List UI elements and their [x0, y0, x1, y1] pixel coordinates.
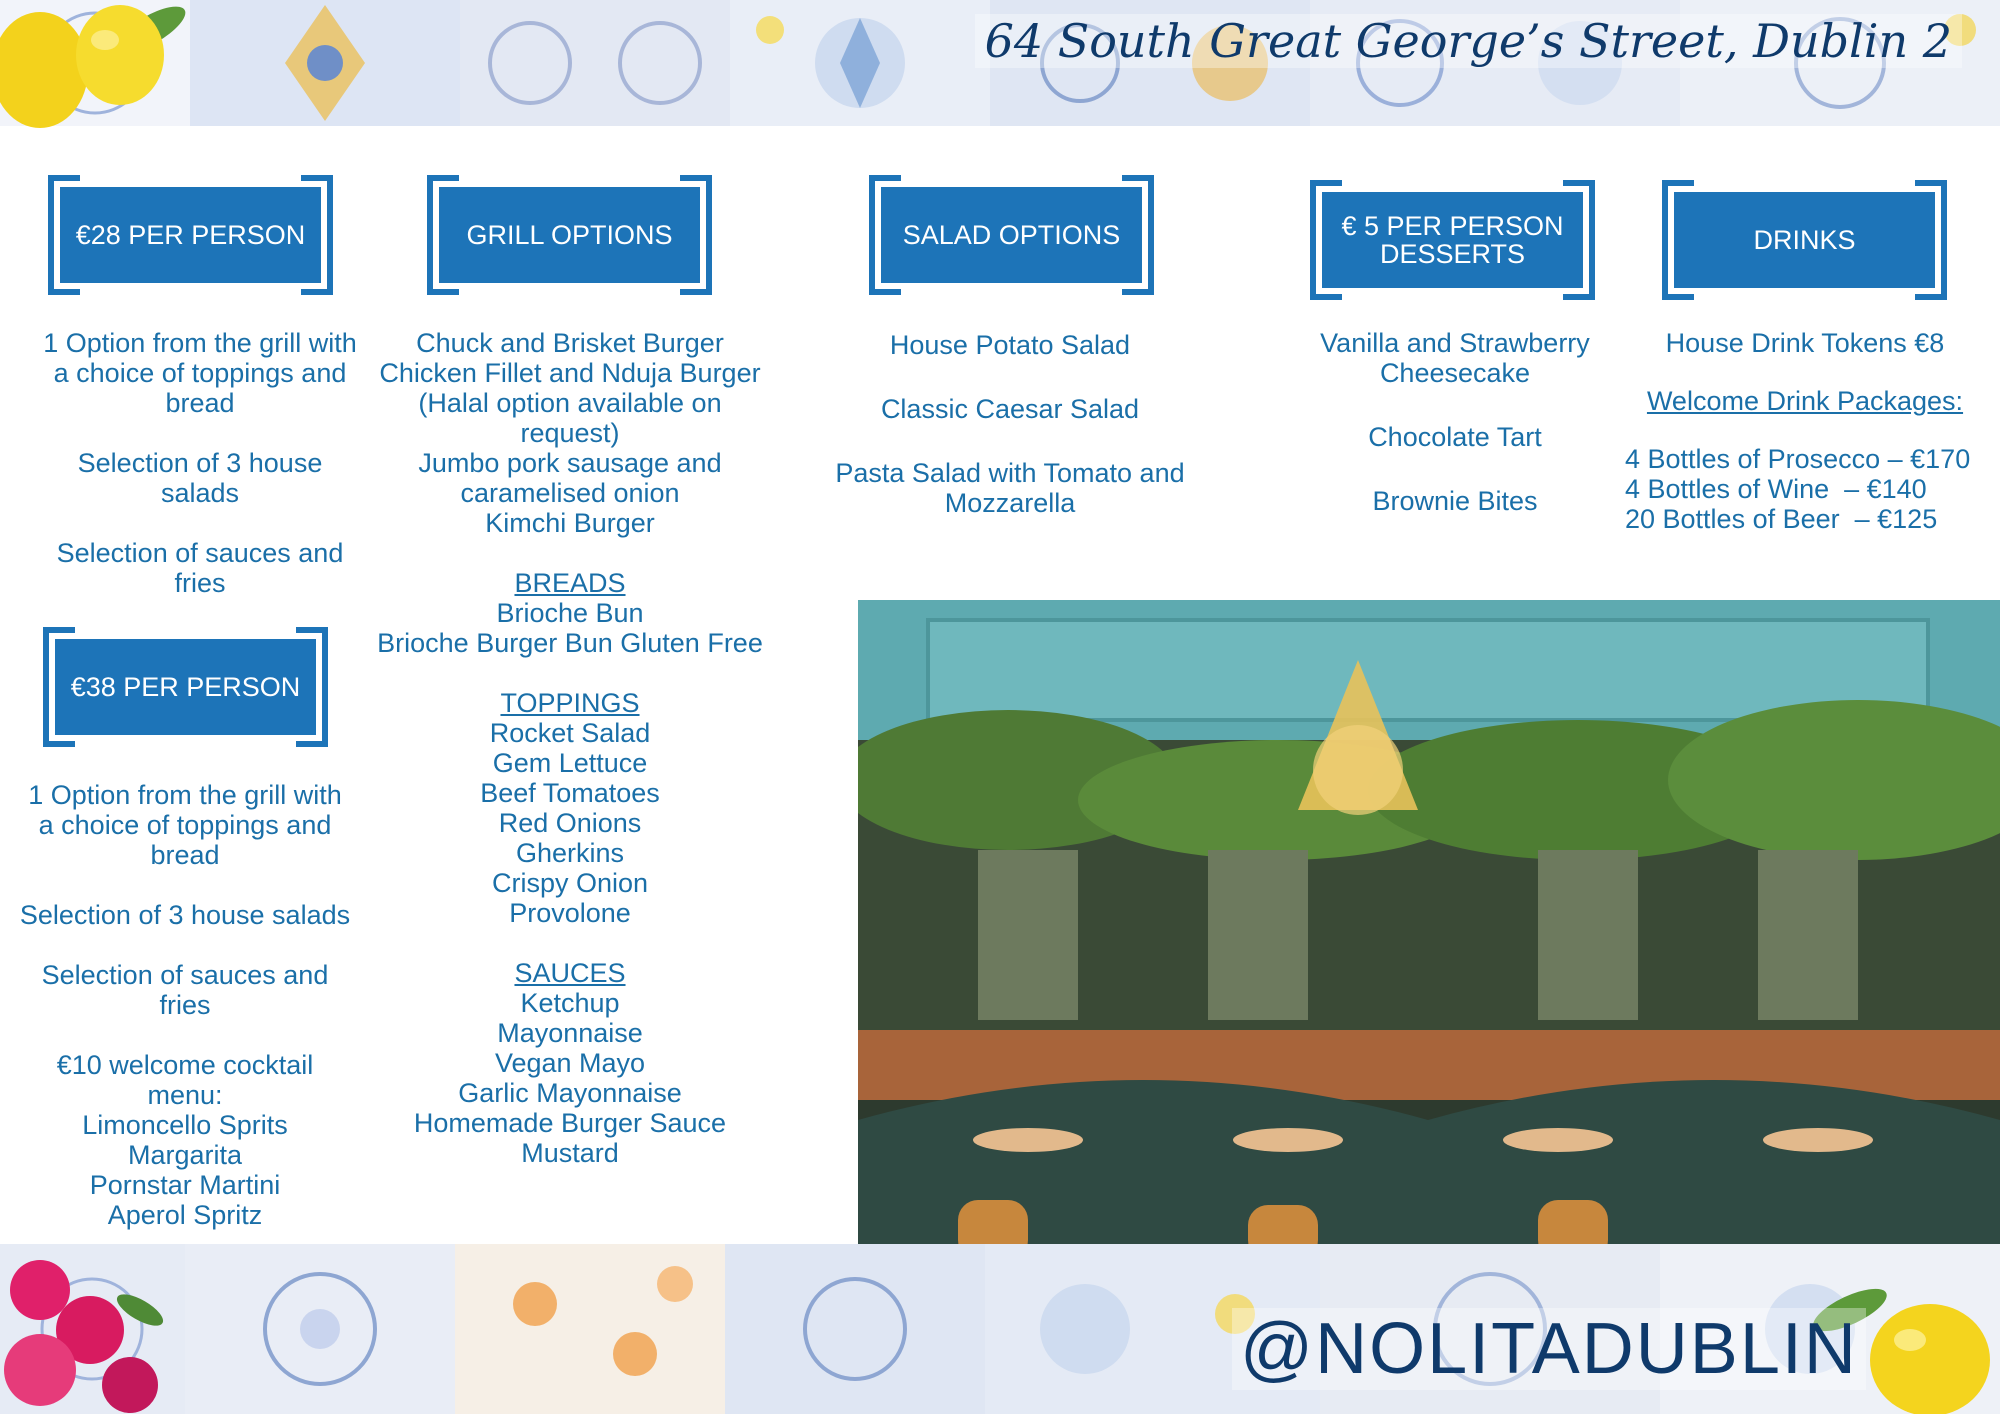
- drinks-heading: DRINKS: [1674, 192, 1935, 288]
- toppings-heading: TOPPINGS: [500, 688, 640, 718]
- restaurant-address: 64 South Great George’s Street, Dublin 2: [975, 14, 1962, 68]
- menu-line: Garlic Mayonnaise: [458, 1078, 682, 1108]
- drinks-list: [1625, 328, 1985, 534]
- menu-line: Margarita: [127, 1140, 243, 1170]
- menu-line: salads: [160, 478, 240, 508]
- menu-line: 1 Option from the grill with: [28, 780, 342, 810]
- menu-line: 4 Bottles of Wine – €140: [1625, 474, 1927, 504]
- menu-line: €10 welcome cocktail: [56, 1050, 314, 1080]
- menu-line: Rocket Salad: [489, 718, 651, 748]
- menu-line: Selection of sauces and: [56, 538, 344, 568]
- menu-line: Vegan Mayo: [494, 1048, 646, 1078]
- menu-line: Aperol Spritz: [107, 1200, 263, 1230]
- menu-line: Brownie Bites: [1372, 486, 1538, 516]
- menu-line: caramelised onion: [460, 478, 680, 508]
- per-28-heading-box: [48, 175, 333, 295]
- salad-options-heading-box: [869, 175, 1154, 295]
- menu-line: Beef Tomatoes: [480, 778, 660, 808]
- menu-line: request): [520, 418, 620, 448]
- desserts-list: [1290, 328, 1620, 516]
- menu-line: a choice of toppings and: [53, 358, 347, 388]
- menu-line: 20 Bottles of Beer – €125: [1625, 504, 1938, 534]
- menu-line: Gherkins: [515, 838, 625, 868]
- menu-line: Brioche Burger Bun Gluten Free: [377, 628, 763, 658]
- menu-line: House Drink Tokens €8: [1665, 328, 1945, 358]
- menu-line: Selection of 3 house salads: [19, 900, 351, 930]
- menu-line: Chicken Fillet and Nduja Burger: [379, 358, 761, 388]
- menu-line: Mozzarella: [944, 488, 1076, 518]
- menu-line: Selection of 3 house: [77, 448, 323, 478]
- menu-line: Pasta Salad with Tomato and: [835, 458, 1185, 488]
- sauces-heading: SAUCES: [514, 958, 626, 988]
- menu-line: Homemade Burger Sauce: [413, 1108, 727, 1138]
- welcome-drink-packages-heading: Welcome Drink Packages:: [1646, 386, 1964, 416]
- per-28-heading: €28 PER PERSON: [60, 187, 321, 283]
- menu-line: bread: [165, 388, 235, 418]
- menu-line: Jumbo pork sausage and: [418, 448, 722, 478]
- drinks-heading-box: [1662, 180, 1947, 300]
- menu-line: Chocolate Tart: [1368, 422, 1542, 452]
- salad-options-list: [810, 330, 1210, 518]
- grill-options-heading-box: [427, 175, 712, 295]
- menu-line: Provolone: [509, 898, 631, 928]
- per-38-heading-box: [43, 627, 328, 747]
- menu-line: Crispy Onion: [491, 868, 649, 898]
- grill-options-list: [370, 328, 770, 1168]
- menu-line: 1 Option from the grill with: [43, 328, 357, 358]
- menu-line: Brioche Bun: [496, 598, 644, 628]
- grill-options-heading: GRILL OPTIONS: [439, 187, 700, 283]
- menu-line: Pornstar Martini: [89, 1170, 281, 1200]
- menu-line: Chuck and Brisket Burger: [416, 328, 724, 358]
- breads-heading: BREADS: [514, 568, 626, 598]
- menu-line: Mustard: [521, 1138, 619, 1168]
- menu-line: Kimchi Burger: [485, 508, 655, 538]
- per-28-details: [20, 328, 380, 598]
- menu-line: menu:: [147, 1080, 223, 1110]
- restaurant-interior-photo: [858, 600, 2000, 1260]
- menu-line: Mayonnaise: [497, 1018, 643, 1048]
- menu-line: Limoncello Sprits: [82, 1110, 288, 1140]
- instagram-handle: @NOLITADUBLIN: [1232, 1308, 1866, 1390]
- menu-line: Red Onions: [498, 808, 642, 838]
- menu-line: 4 Bottles of Prosecco – €170: [1625, 444, 1971, 474]
- lemons-decoration-top-left: [0, 0, 200, 140]
- desserts-heading-box: [1310, 180, 1595, 300]
- per-38-heading: €38 PER PERSON: [55, 639, 316, 735]
- menu-line: Cheesecake: [1379, 358, 1531, 388]
- desserts-heading: € 5 PER PERSON DESSERTS: [1322, 192, 1583, 288]
- flowers-decoration-bottom-left: [0, 1250, 180, 1414]
- menu-line: bread: [150, 840, 220, 870]
- menu-line: fries: [174, 568, 226, 598]
- menu-line: Ketchup: [520, 988, 620, 1018]
- menu-line: a choice of toppings and: [38, 810, 332, 840]
- salad-options-heading: SALAD OPTIONS: [881, 187, 1142, 283]
- menu-line: fries: [159, 990, 211, 1020]
- per-38-details: [10, 780, 360, 1230]
- menu-line: (Halal option available on: [418, 388, 722, 418]
- menu-line: Vanilla and Strawberry: [1320, 328, 1590, 358]
- menu-line: Classic Caesar Salad: [880, 394, 1140, 424]
- menu-line: Selection of sauces and: [41, 960, 329, 990]
- menu-line: House Potato Salad: [889, 330, 1131, 360]
- menu-line: Gem Lettuce: [492, 748, 648, 778]
